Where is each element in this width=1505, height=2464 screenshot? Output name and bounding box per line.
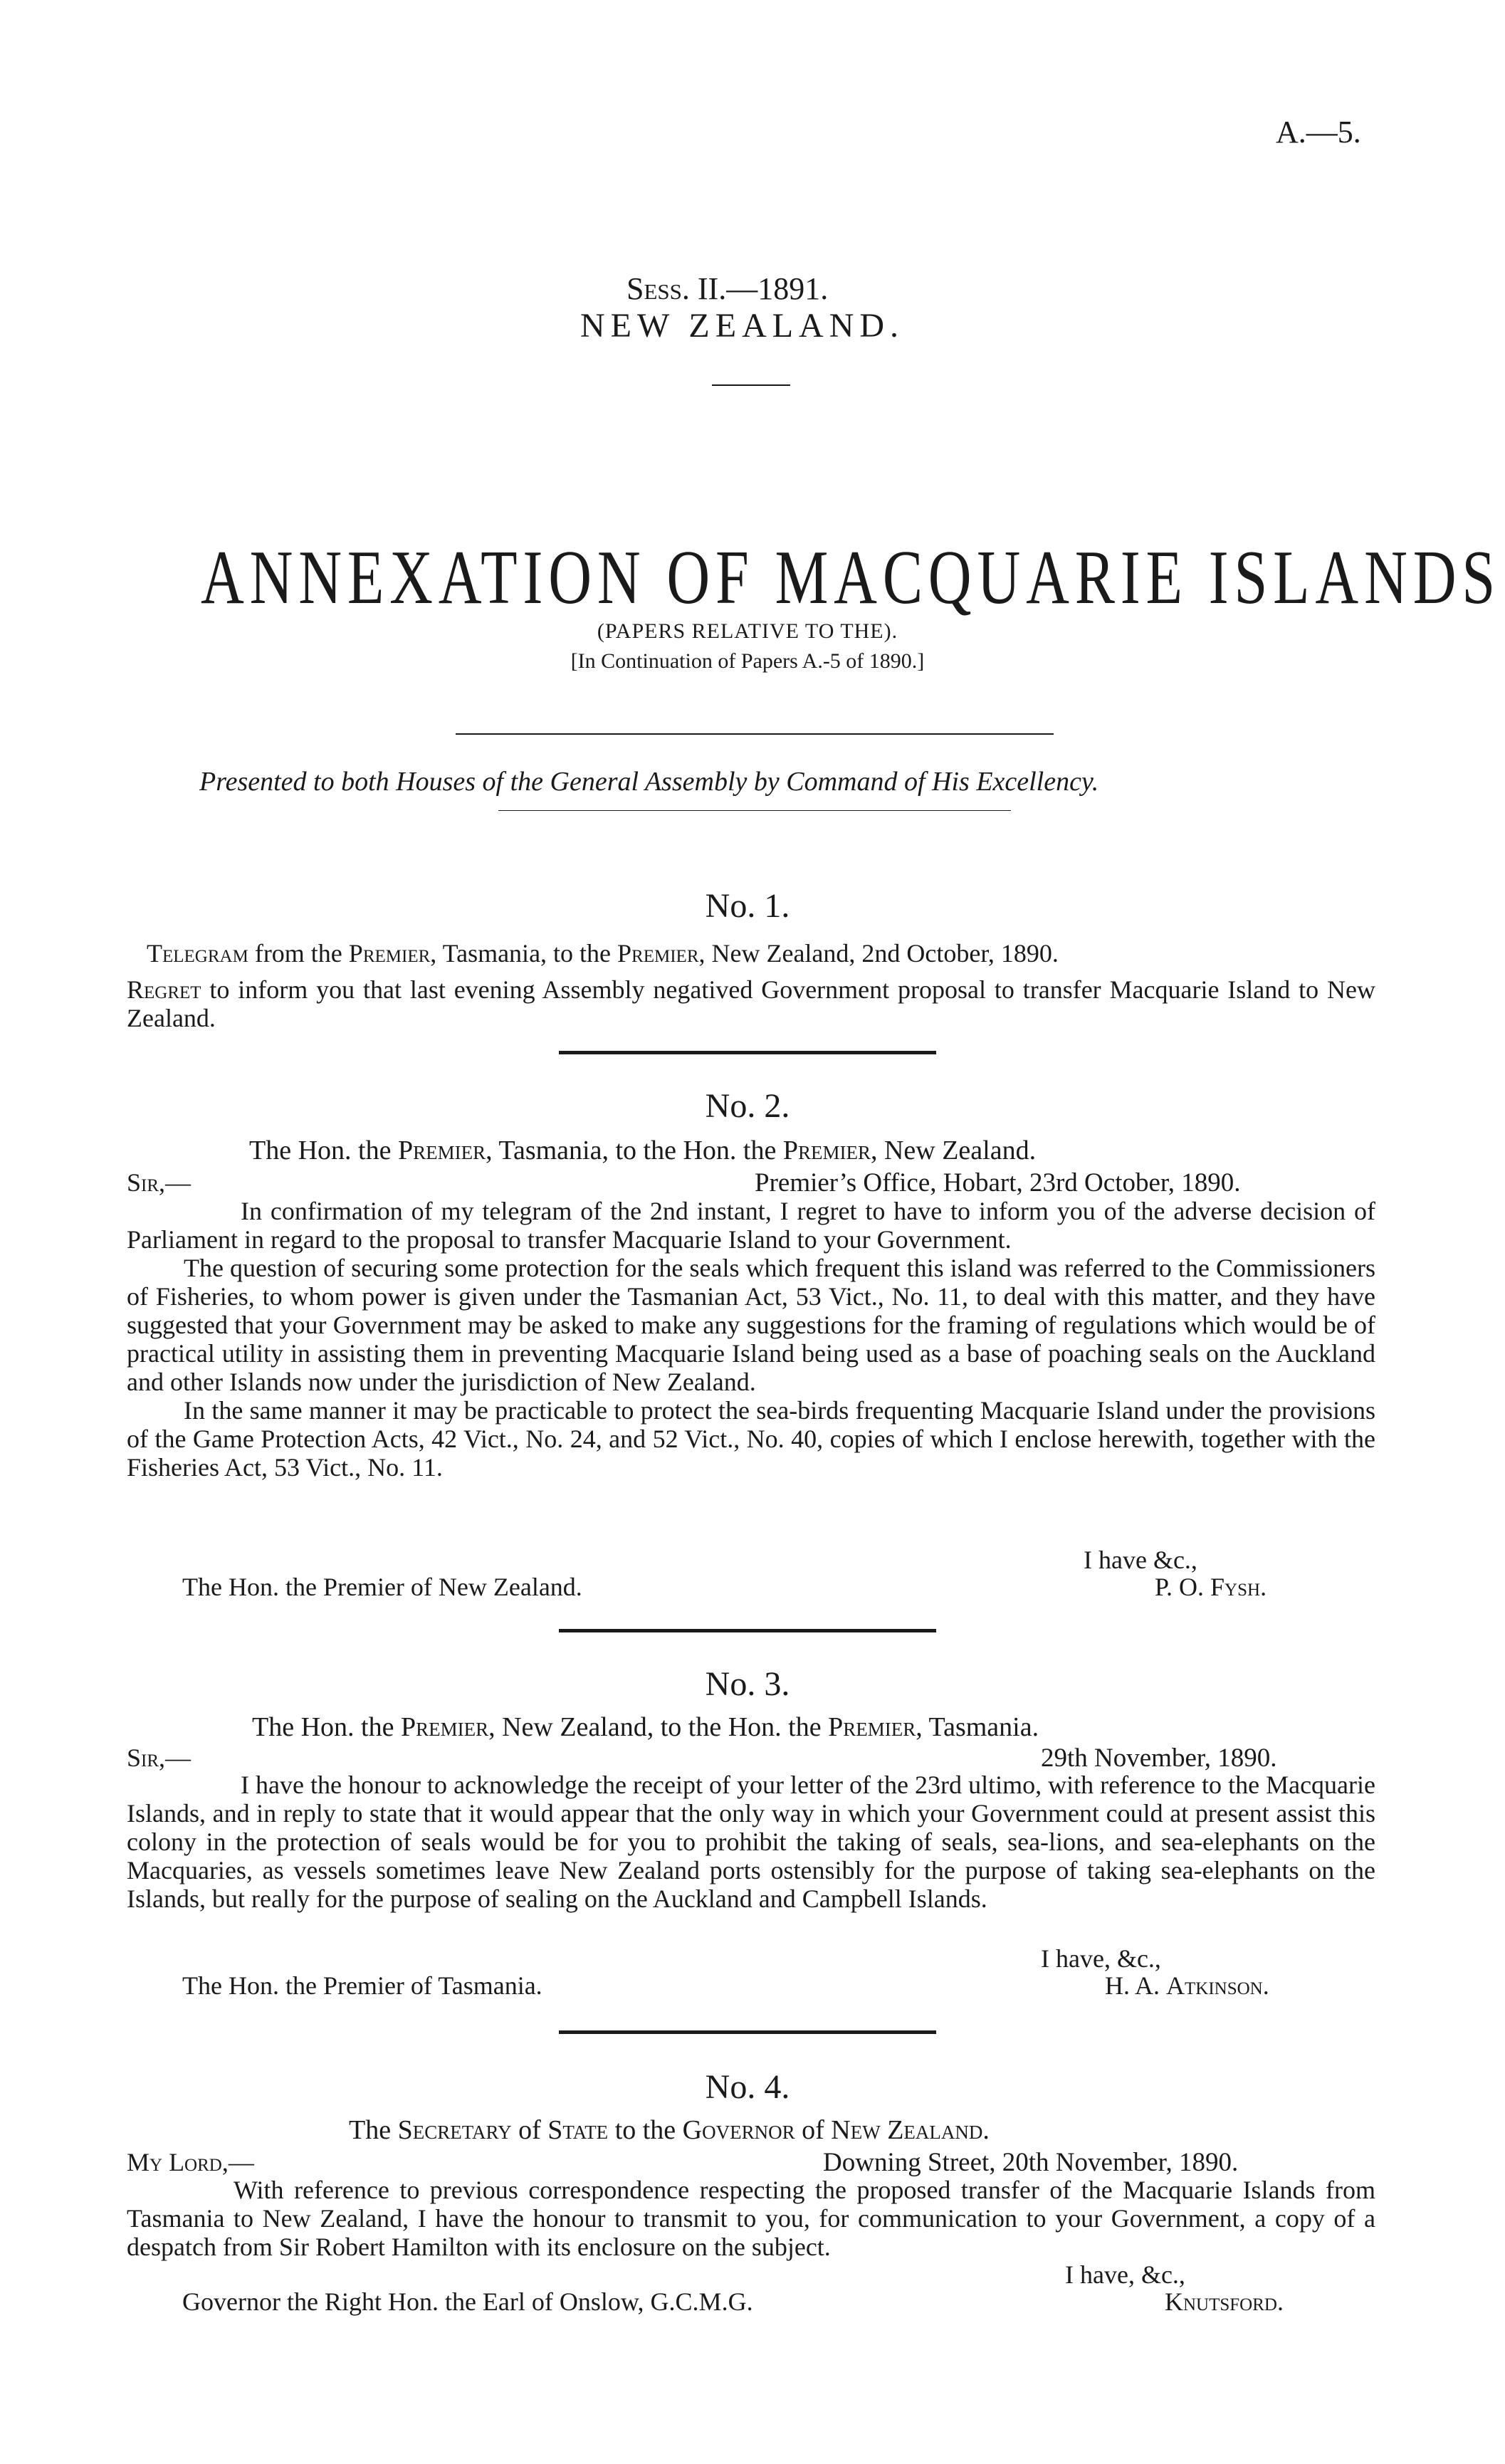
no2-body	[127, 1197, 1375, 1482]
no1-caption-premier1: Premier	[348, 939, 431, 968]
section-rule-3	[559, 2030, 936, 2034]
no2-paragraph-3: In the same manner it may be practicable to protect the sea-birds frequenting Macquarie Island under the provisions of the Game Protection Acts, 42 Vict., No. 24, and 52 Vict., No. 40, copies of which I enclose herewith, together with the Fisheries Act, 53 Vict., No. 11.	[127, 1396, 1375, 1482]
no4-caption-secretary: Secretary	[397, 2115, 512, 2145]
no2-place-date: Premier’s Office, Hobart, 23rd October, 1890.	[755, 1168, 1241, 1197]
no3-caption-text1: The Hon. the	[252, 1712, 401, 1742]
session-line: Sess. II.—1891.	[626, 271, 829, 306]
no2-caption	[249, 1135, 1036, 1166]
no2-closing: I have &c.,	[1084, 1546, 1197, 1574]
no3-signature	[1105, 1971, 1269, 2001]
country-line: NEW ZEALAND.	[580, 307, 905, 345]
no3-heading: No. 3.	[705, 1665, 790, 1703]
no4-paragraph-1: With reference to previous correspondence respecting the proposed transfer of the Macquarie Islands from Tasmania to New Zealand, I have the honour to transmit to you, for communication to your Government, a copy of a despatch from Sir Robert Hamilton with its enclosure on the subject.	[127, 2176, 1375, 2261]
no2-caption-text1: The Hon. the	[249, 1136, 398, 1165]
no3-caption-premier1: Premier	[400, 1712, 489, 1742]
no4-closing: I have, &c.,	[1065, 2260, 1185, 2289]
no4-caption-governor: Governor	[682, 2115, 795, 2145]
no1-caption-text1: from the	[248, 939, 349, 968]
divider-top	[456, 733, 1054, 735]
no2-caption-premier1: Premier	[397, 1136, 486, 1165]
no2-paragraph-2: The question of securing some protection for the seals which frequent this island was referred to the Commissioners of Fisheries, to whom power is given under the Tasmanian Act, 53 Vict., No. 11, to deal with this matter, and they have suggested that your Government may be asked to make any suggestions for the framing of regulations which would be of practical utility in assisting them in preventing Macquarie Island being used as a base of poaching seals on the Auckland and other Islands now under the jurisdiction of New Zealand.	[127, 1254, 1375, 1396]
no3-signature-name: Atkinson.	[1166, 1971, 1269, 2000]
no2-heading: No. 2.	[705, 1087, 790, 1125]
no1-body-lead: Regret	[127, 975, 201, 1004]
no2-signature-initials: P. O.	[1155, 1573, 1211, 1601]
page-reference: A.—5.	[1276, 115, 1361, 150]
no4-signature: Knutsford.	[1165, 2287, 1284, 2316]
no4-caption	[349, 2114, 990, 2146]
no1-body-text: to inform you that last evening Assembly negatived Government proposal to transfer Macquarie Island to New Zealand.	[127, 975, 1375, 1032]
no4-caption-text3: to the	[608, 2115, 683, 2145]
no4-heading: No. 4.	[705, 2068, 790, 2106]
divider-bottom	[498, 810, 1011, 811]
no4-caption-text1: The	[349, 2115, 398, 2145]
no1-caption-telegram: Telegram	[147, 939, 248, 968]
no1-caption-text3: , New Zealand, 2nd October, 1890.	[698, 939, 1059, 968]
no3-date: 29th November, 1890.	[1041, 1744, 1277, 1773]
no4-caption-text4: of	[795, 2115, 832, 2145]
no3-caption	[252, 1711, 1039, 1743]
no3-body	[127, 1771, 1375, 1913]
no1-caption	[147, 938, 1059, 968]
no4-caption-new-zealand: New Zealand.	[831, 2115, 990, 2145]
no4-caption-state: State	[547, 2115, 609, 2145]
no4-place-date: Downing Street, 20th November, 1890.	[823, 2148, 1239, 2177]
no3-addressee: The Hon. the Premier of Tasmania.	[182, 1971, 542, 2000]
no3-caption-text2: , New Zealand, to the Hon. the	[488, 1712, 829, 1742]
no4-salutation: My Lord,—	[127, 2148, 254, 2176]
no4-body	[127, 2176, 1375, 2261]
document-title: ANNEXATION OF MACQUARIE ISLANDS	[201, 535, 1501, 620]
document-subtitle: (PAPERS RELATIVE TO THE).	[597, 619, 898, 643]
no2-signature	[1155, 1572, 1267, 1602]
no2-paragraph-1: In confirmation of my telegram of the 2nd instant, I regret to have to inform you of the adverse decision of Parliament in regard to the proposal to transfer Macquarie Island to your Government.	[127, 1197, 1375, 1254]
no2-caption-text3: , New Zealand.	[870, 1136, 1037, 1165]
no1-body	[127, 975, 1375, 1032]
short-divider	[712, 384, 790, 386]
continuation-note: [In Continuation of Papers A.-5 of 1890.]	[570, 649, 925, 673]
no1-caption-text2: , Tasmania, to the	[430, 939, 618, 968]
section-rule-2	[559, 1629, 936, 1632]
no4-addressee: Governor the Right Hon. the Earl of Onslow, G.C.M.G.	[182, 2287, 753, 2316]
no4-caption-text2: of	[511, 2115, 548, 2145]
no3-signature-initials: H. A.	[1105, 1971, 1167, 2000]
no3-salutation: Sir,—	[127, 1744, 192, 1772]
presented-line: Presented to both Houses of the General Assembly by Command of His Excellency.	[199, 767, 1099, 797]
section-rule-1	[559, 1051, 936, 1054]
no3-closing: I have, &c.,	[1041, 1944, 1161, 1973]
no3-paragraph-1: I have the honour to acknowledge the receipt of your letter of the 23rd ultimo, with reference to the Macquarie Islands, and in reply to state that it would appear that the only way in which your Government could at present assist this colony in the protection of seals would be for you to prohibit the taking of seals, sea-lions, and sea-elephants on the Macquaries, as vessels sometimes leave New Zealand ports ostensibly for the purpose of taking sea-elephants on the Islands, but really for the purpose of sealing on the Auckland and Campbell Islands.	[127, 1771, 1375, 1913]
no3-caption-premier2: Premier	[828, 1712, 916, 1742]
no2-caption-text2: , Tasmania, to the Hon. the	[486, 1136, 783, 1165]
no1-caption-premier2: Premier	[617, 939, 699, 968]
no3-caption-text3: , Tasmania.	[916, 1712, 1039, 1742]
no2-caption-premier2: Premier	[782, 1136, 871, 1165]
no2-salutation: Sir,—	[127, 1168, 192, 1197]
no2-signature-name: Fysh.	[1210, 1573, 1267, 1601]
no1-heading: No. 1.	[705, 887, 790, 925]
no2-addressee: The Hon. the Premier of New Zealand.	[182, 1573, 582, 1601]
